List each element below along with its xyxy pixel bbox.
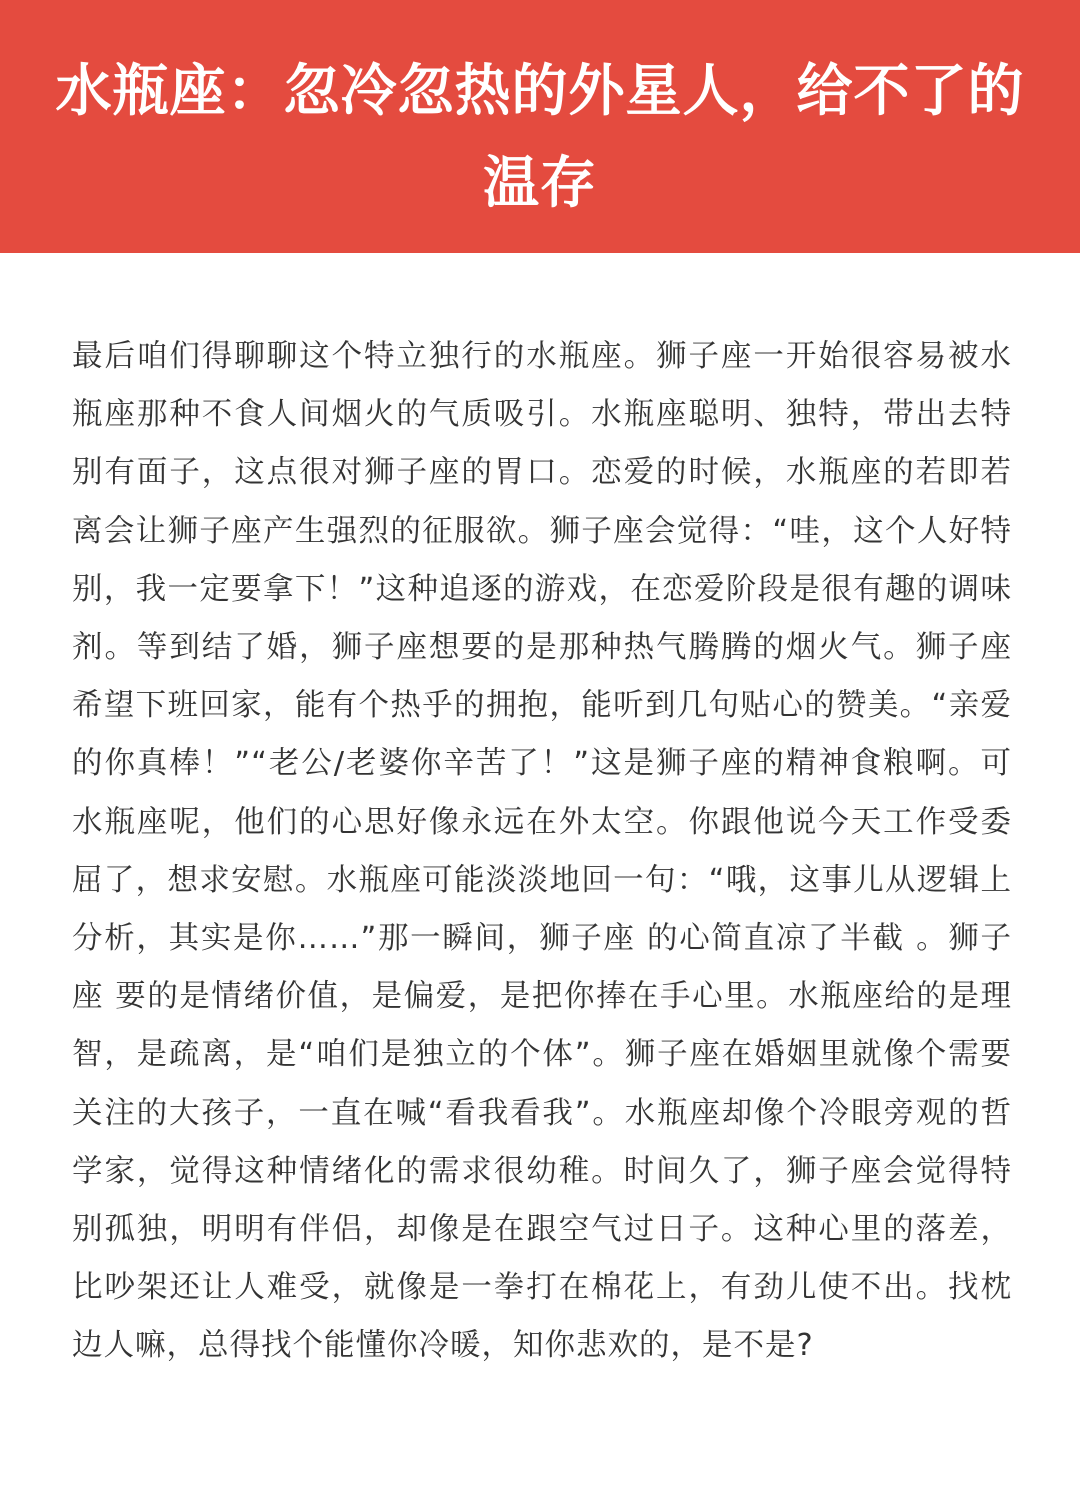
article-paragraph: 最后咱们得聊聊这个特立独行的水瓶座。狮子座一开始很容易被水瓶座那种不食人间烟火的气质吸引。水瓶座聪明、独特，带出去特别有面子，这点很对狮子座的胃口。恋爱的时候，水瓶座的若即若离会让狮子座产生强烈的征服欲。狮子座会觉得：“哇，这个人好特别，我一定要拿下！”这种追逐的游戏，在恋爱阶段是很有趣的调味剂。等到结了婚，狮子座想要的是那种热气腾腾的烟火气。狮子座希望下班回家，能有个热乎的拥抱，能听到几句贴心的赞美。“亲爱的你真棒！”“老公/老婆你辛苦了！”这是狮子座的精神食粮啊。可水瓶座呢，他们的心思好像永远在外太空。你跟他说今天工作受委屈了，想求安慰。水瓶座可能淡淡地回一句：“哦，这事儿从逻辑上分析，其实是你……”那一瞬间，狮子座 的心简直凉了半截 。狮子座 要的是情绪价值，是偏爱，是把你捧在手心里。水瓶座给的是理智，是疏离，是“咱们是独立的个体”。狮子座在婚姻里就像个需要关注的大孩子，一直在喊“看我看我”。水瓶座却像个冷眼旁观的哲学家，觉得这种情绪化的需求很幼稚。时间久了，狮子座会觉得特别孤独，明明有伴侣，却像是在跟空气过日子。这种心里的落差，比吵架还让人难受，就像是一拳打在棉花上，有劲儿使不出。找枕边人嘛，总得找个能懂你冷暖，知你悲欢的，是不是? — [72, 339, 1012, 1364]
title-banner — [0, 0, 1080, 253]
page-title: 水瓶座：忽冷忽热的外星人，给不了的温存 — [55, 59, 1025, 216]
article-content — [72, 328, 1012, 1376]
